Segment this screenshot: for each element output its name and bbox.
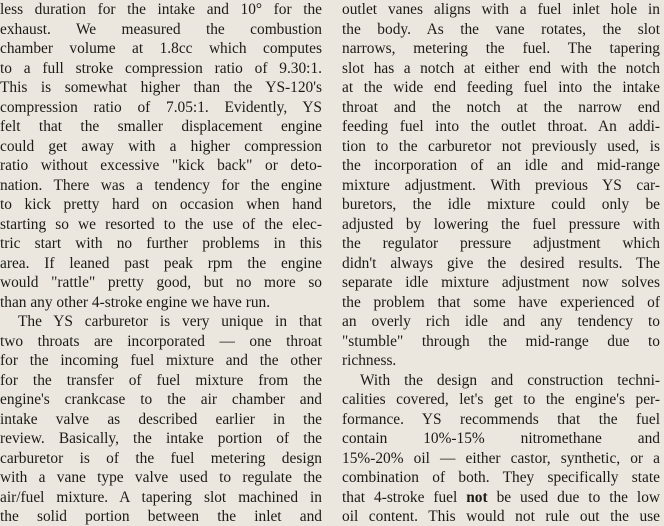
text-line: would "rattle" pretty good, but no more so [0,274,322,291]
text-line: tric start with no further problems in this [0,235,322,252]
emphasis-not: not [466,488,488,506]
text-line: throat and the notch at the narrow end [342,98,660,116]
text-line: nation. There was a tendency for the engine [0,176,322,194]
text-line: an overly rich idle and any tendency to [342,313,660,330]
text-line: review. Basically, the intake portion of the [0,430,322,447]
text-line: exhaust. We measured the combustion [0,20,322,38]
text-line: didn't always give the desired results. The [342,254,660,272]
text-line: adjusted by lowering the fuel pressure with [342,215,660,233]
text-line: intake valve as described earlier in the [0,410,322,428]
text-line: contain 10%-15% nitromethane and [342,430,660,447]
text-fragment: that 4-stroke fuel [342,488,458,506]
text-line: could get away with a higher compression [0,137,322,155]
text-line: felt that the smaller displacement engine [0,118,322,135]
text-line: richness. [342,352,397,369]
text-line: for the transfer of fuel mixture from the [0,371,322,389]
text-line: air/fuel mixture. A tapering slot machined in [0,488,322,506]
text-line: to kick pretty hard on occasion when hand [0,196,322,213]
text-line: the solid portion between the inlet and [0,508,322,525]
text-line: With the design and construction techni- [360,371,660,389]
text-line: tion to the carburetor not previously used, is [342,137,660,155]
text-line: 15%-20% oil — either castor, synthetic, or a [342,449,660,467]
text-line: for the incoming fuel mixture and the other [0,352,322,369]
right-text-column [342,0,660,526]
left-text-column [0,0,322,526]
text-line: engine's crankcase to the air chamber and [0,391,322,408]
text-line: than any other 4-stroke engine we have run. [0,293,271,311]
text-line: carburetor is of the fuel metering design [0,449,322,467]
text-line: oil content. This would not rule out the use [342,508,660,525]
text-line [342,488,660,508]
text-line: less duration for the intake and 10° for the [0,1,322,18]
text-line: outlet vanes aligns with a fuel inlet hole in [342,1,660,18]
text-line: to a full stroke compression ratio of 9.30:1. [0,59,322,77]
text-line: compression ratio of 7.05:1. Evidently, YS [0,98,322,116]
text-line: "stumble" through the mid-range due to [342,332,660,350]
text-line: chamber volume at 1.8cc which computes [0,40,322,57]
text-line: This is somewhat higher than the YS-120's [0,79,322,96]
text-line: the incorporation of an idle and mid-range [342,157,660,174]
paragraph-compression [0,0,322,312]
text-line: formance. YS recommends that the fuel [342,410,660,428]
paragraph-performance [342,371,660,526]
text-line: the problem that some have experienced of [342,293,660,311]
paragraph-vane-valve [342,0,660,371]
text-line: the body. As the vane rotates, the slot [342,20,660,38]
text-line: feeding fuel into the outlet throat. An addi- [342,118,660,135]
text-line: The YS carburetor is very unique in that [18,313,322,330]
text-line: with a vane type valve used to regulate the [0,469,322,486]
text-line: area. If leaned past peak rpm the engine [0,254,322,272]
text-line: the regulator pressure adjustment which [342,235,660,252]
paragraph-carburetor [0,312,322,526]
text-line: narrows, metering the fuel. The tapering [342,40,660,57]
text-line: calities covered, let's get to the engine's per- [342,391,660,408]
text-line: mixture adjustment. With previous YS car- [342,176,660,194]
text-line: buretors, the idle mixture could only be [342,196,660,213]
text-line: separate idle mixture adjustment now solves [342,274,660,291]
text-line: ratio without excessive "kick back" or deto- [0,157,322,174]
text-line: combination of both. They specifically state [342,469,660,486]
text-fragment: be used due to the low [496,488,660,506]
text-line: slot has a notch at either end with the notch [342,59,660,77]
text-line: at the wide end feeding fuel into the intake [342,79,660,96]
text-line: starting so we resorted to the use of the elec- [0,215,322,233]
text-line: two throats are incorporated — one throat [0,332,322,350]
